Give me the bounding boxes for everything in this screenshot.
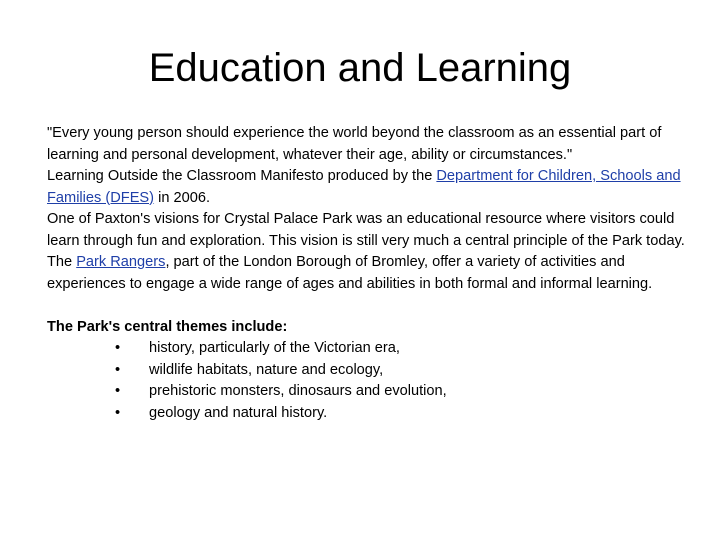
theme-text: wildlife habitats, nature and ecology,: [149, 361, 384, 378]
rangers-suffix: , part of the London Borough of Bromley, offer a variety of activities and experiences to engage a wide range of ages and abilities in both formal and informal learning.: [47, 254, 653, 292]
bullet-icon: •: [115, 383, 121, 399]
theme-text: prehistoric monsters, dinosaurs and evolution,: [149, 383, 447, 399]
manifesto-suffix: in 2006.: [154, 189, 211, 206]
manifesto-prefix: Learning Outside the Classroom Manifesto produced by the: [47, 168, 437, 184]
bullet-icon: •: [115, 361, 121, 378]
bullet-icon: •: [115, 404, 121, 421]
list-item: [47, 381, 687, 403]
page-title: Education and Learning: [148, 46, 572, 90]
dfes-link[interactable]: Department for Children, Schools and Families (DFES): [47, 168, 681, 206]
themes-list: [47, 338, 687, 424]
slide-body: [47, 123, 687, 424]
manifesto-line: [47, 166, 687, 209]
rangers-prefix: The: [47, 254, 77, 270]
bullet-icon: •: [115, 340, 121, 356]
list-item: [47, 360, 687, 382]
list-item: [47, 338, 687, 360]
park-rangers-link[interactable]: Park Rangers: [76, 254, 166, 270]
list-item: [47, 403, 687, 425]
theme-text: history, particularly of the Victorian era,: [149, 340, 400, 356]
vision-text: One of Paxton's visions for Crystal Palace Park was an educational resource where visitors could learn through fun and exploration. This vision is still very much a central principle of the Park today.: [47, 211, 685, 249]
rangers-line: [47, 252, 687, 295]
themes-heading: The Park's central themes include:: [47, 318, 288, 335]
quote-text: "Every young person should experience the world beyond the classroom as an essential part of learning and personal development, whatever their age, ability or circumstances.": [47, 125, 662, 163]
theme-text: geology and natural history.: [149, 404, 328, 421]
